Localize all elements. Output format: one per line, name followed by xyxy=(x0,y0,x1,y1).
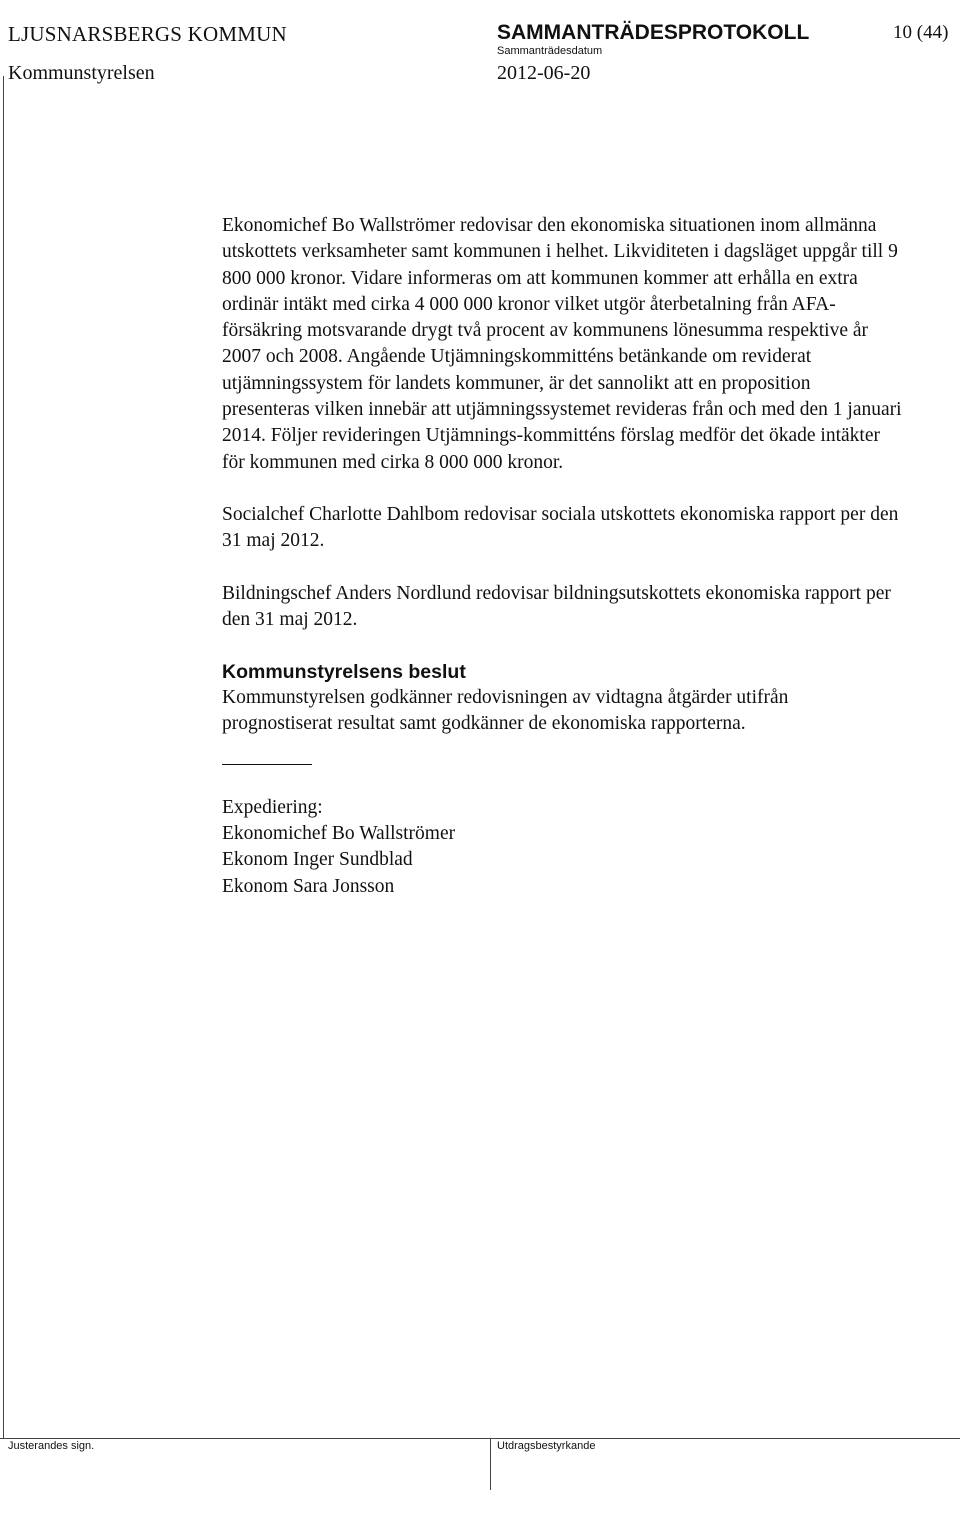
dispatch-block xyxy=(222,795,902,900)
separator-line xyxy=(222,764,312,765)
board-name: Kommunstyrelsen xyxy=(8,62,155,84)
dispatch-recipient: Ekonomichef Bo Wallströmer xyxy=(222,823,456,845)
dispatch-recipient: Ekonom Sara Jonsson xyxy=(222,875,395,897)
footer-divider xyxy=(490,1438,491,1490)
document-type: SAMMANTRÄDESPROTOKOLL xyxy=(497,21,810,44)
decision-text: Kommunstyrelsen godkänner redovisningen av vidtagna åtgärder utifrån prognostiserat resultat samt godkänner de ekonomiska rapporterna. xyxy=(222,687,789,735)
footer-rule xyxy=(0,1438,960,1439)
dispatch-label: Expediering: xyxy=(222,796,323,818)
finance-report-paragraph: Ekonomichef Bo Wallströmer redovisar den ekonomiska situationen inom allmänna utskottets verksamheter samt kommunen i helhet. Likviditeten i dagsläget uppgår till 9 800 000 kronor. Vidare informeras om att kommunen kommer att erhålla en extra ordinär intäkt med cirka 4 000 000 kronor vilket utgör återbetalning från AFA-försäkring motsvarande drygt två procent av kommunens lönesumma respektive år 2007 och 2008. Angående Utjämningskommitténs betänkande om reviderat utjämningssystem för landets kommuner, är det sannolikt att en proposition presenteras vilken innebär att utjämningssystemet revideras från och med den 1 januari 2014. Följer revideringen Utjämnings-kommitténs förslag medför det ökade intäkter för kommunen med cirka 8 000 000 kronor. xyxy=(222,215,902,473)
dispatch-recipient: Ekonom Inger Sundblad xyxy=(222,849,413,871)
decision-heading: Kommunstyrelsens beslut xyxy=(222,661,466,684)
education-report-paragraph: Bildningschef Anders Nordlund redovisar bildningsutskottets ekonomiska rapport per den 31 maj 2012. xyxy=(222,582,891,630)
meeting-date: 2012-06-20 xyxy=(497,62,591,84)
municipality-name: LJUSNARSBERGS KOMMUN xyxy=(8,22,287,46)
adjuster-signature-label: Justerandes sign. xyxy=(8,1440,95,1452)
page-number: 10 (44) xyxy=(893,22,949,43)
protocol-body xyxy=(222,213,902,900)
meeting-date-label: Sammanträdesdatum xyxy=(497,45,603,57)
social-report-paragraph: Socialchef Charlotte Dahlbom redovisar sociala utskottets ekonomiska rapport per den 31 maj 2012. xyxy=(222,503,899,552)
extract-certification-label: Utdragsbestyrkande xyxy=(497,1440,596,1452)
left-margin-rule xyxy=(3,76,4,1438)
